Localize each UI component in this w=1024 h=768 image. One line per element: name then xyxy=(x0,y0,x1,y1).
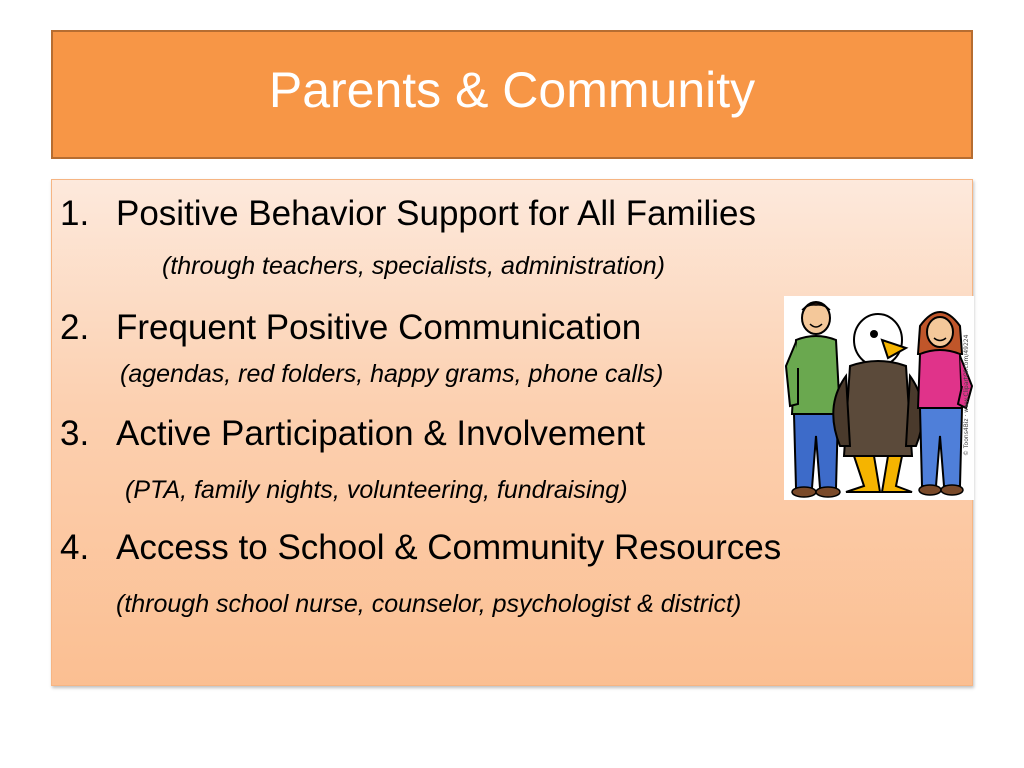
list-detail-2: (agendas, red folders, happy grams, phone calls) xyxy=(120,360,664,388)
list-number: 2. xyxy=(60,308,90,347)
list-detail-4: (through school nurse, counselor, psychologist & district) xyxy=(116,590,742,618)
clipart-watermark: © Toons4Biz · www.ClipartOf.com/49224 xyxy=(963,334,970,456)
list-text: Positive Behavior Support for All Families xyxy=(116,194,756,233)
list-number: 1. xyxy=(60,194,90,233)
eagle-mascot xyxy=(833,314,922,492)
list-detail-3: (PTA, family nights, volunteering, fundraising) xyxy=(125,476,628,504)
list-number: 4. xyxy=(60,528,90,567)
list-item-2 xyxy=(60,308,641,348)
list-text: Access to School & Community Resources xyxy=(116,528,782,567)
clipart-svg xyxy=(784,296,974,500)
list-item-1 xyxy=(60,194,756,234)
list-text: Active Participation & Involvement xyxy=(116,414,646,453)
title-box xyxy=(51,30,973,159)
man-figure xyxy=(786,302,840,497)
slide-title: Parents & Community xyxy=(268,61,756,118)
list-text: Frequent Positive Communication xyxy=(116,308,642,347)
list-item-4 xyxy=(60,528,781,568)
list-item-3 xyxy=(60,414,645,454)
family-eagle-mascot-illustration xyxy=(784,296,974,500)
list-number: 3. xyxy=(60,414,90,453)
list-detail-1: (through teachers, specialists, administration) xyxy=(162,252,666,280)
